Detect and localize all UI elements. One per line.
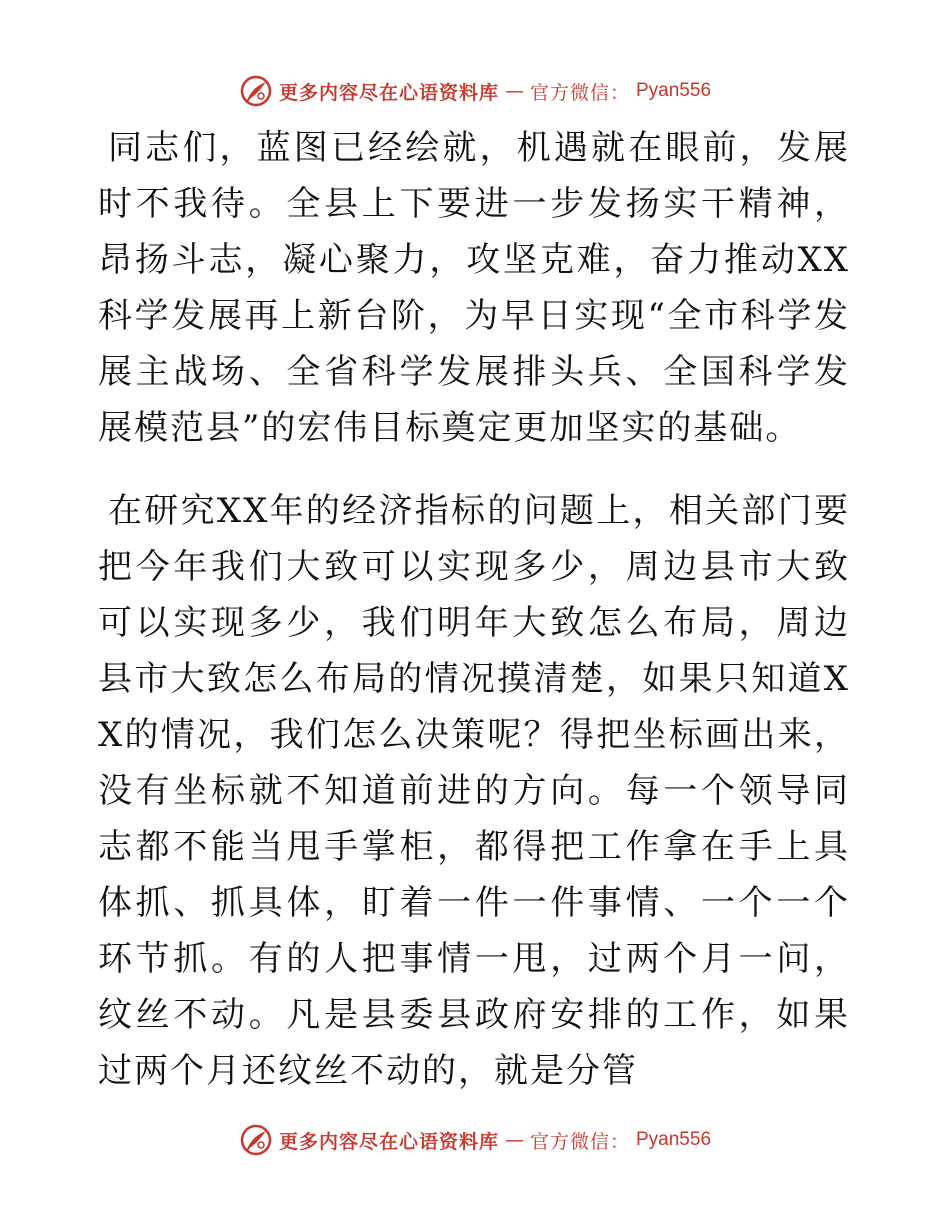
paragraph-2: 在研究XX年的经济指标的问题上，相关部门要把今年我们大致可以实现多少，周边县市大致可以实现多少，我们明年大致怎么布局，周边县市大致怎么布局的情况摸清楚，如果只知道XX的情况，我们怎么决策呢？得把坐标画出来，没有坐标就不知道前进的方向。每一个领导同志都不能当甩手掌柜，都得把工作拿在手上具体抓、抓具体，盯着一件一件事情、一个一个环节抓。有的人把事情一甩，过两个月一问，纹丝不动。凡是县委县政府安排的工作，如果过两个月还纹丝不动的，就是分管 — [98, 491, 850, 1091]
banner-site-text: 更多内容尽在心语资料库 — [278, 81, 499, 104]
banner-dash: — — [504, 80, 524, 102]
header-banner[interactable] — [0, 71, 950, 111]
document-body — [98, 120, 850, 1099]
quill-seal-logo-icon — [239, 74, 273, 108]
banner-wechat-handle[interactable]: Pyan556 — [636, 80, 712, 101]
banner-dash: — — [504, 1129, 524, 1151]
footer-banner[interactable] — [0, 1120, 950, 1160]
banner-wechat-label: 官方微信： — [529, 81, 630, 104]
banner-wechat-handle[interactable]: Pyan556 — [636, 1129, 712, 1150]
paragraph-1: 同志们，蓝图已经绘就，机遇就在眼前，发展时不我待。全县上下要进一步发扬实干精神，昂扬斗志，凝心聚力，攻坚克难，奋力推动XX科学发展再上新台阶，为早日实现“全市科学发展主战场、全省科学发展排头兵、全国科学发展模范县”的宏伟目标奠定更加坚实的基础。 — [98, 128, 850, 448]
banner-site-text: 更多内容尽在心语资料库 — [278, 1130, 499, 1153]
quill-seal-logo-icon — [239, 1123, 273, 1157]
banner-wechat-label: 官方微信： — [529, 1130, 630, 1153]
